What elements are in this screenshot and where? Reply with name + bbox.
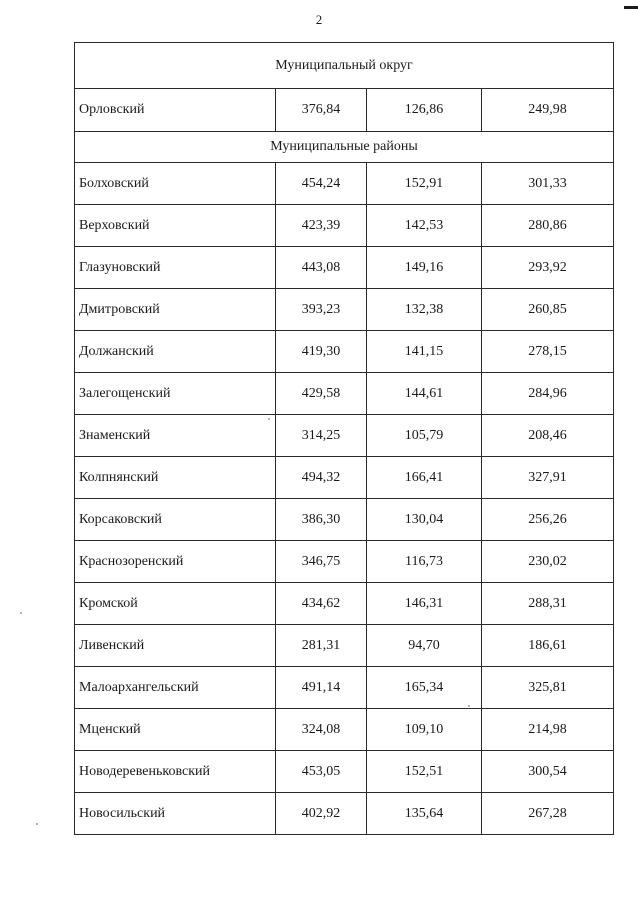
municipality-name: Залегощенский [75, 373, 276, 415]
value-col-3: 256,26 [482, 499, 614, 541]
value-col-1: 443,08 [276, 247, 367, 289]
value-col-3: 325,81 [482, 667, 614, 709]
page-number: 2 [315, 12, 323, 27]
municipality-name: Знаменский [75, 415, 276, 457]
section-heading-okrug: Муниципальный округ [75, 43, 614, 89]
value-col-2: 166,41 [367, 457, 482, 499]
table-row [75, 247, 614, 289]
table-row [75, 415, 614, 457]
value-col-3: 288,31 [482, 583, 614, 625]
table-row [75, 331, 614, 373]
municipality-name: Колпнянский [75, 457, 276, 499]
municipality-name: Малоархангельский [75, 667, 276, 709]
section-heading-districts: Муниципальные районы [75, 132, 614, 163]
value-col-1: 324,08 [276, 709, 367, 751]
table-row [75, 541, 614, 583]
section-row-districts [75, 132, 614, 163]
value-col-2: 130,04 [367, 499, 482, 541]
value-col-1: 376,84 [276, 89, 367, 132]
scan-speck [468, 705, 470, 707]
municipality-name: Кромской [75, 583, 276, 625]
value-col-3: 280,86 [482, 205, 614, 247]
table-row [75, 289, 614, 331]
value-col-2: 144,61 [367, 373, 482, 415]
value-col-2: 152,91 [367, 163, 482, 205]
scan-speck [20, 612, 22, 614]
value-col-3: 249,98 [482, 89, 614, 132]
value-col-1: 281,31 [276, 625, 367, 667]
value-col-3: 293,92 [482, 247, 614, 289]
value-col-1: 429,58 [276, 373, 367, 415]
table-row [75, 583, 614, 625]
municipality-name: Болховский [75, 163, 276, 205]
value-col-3: 214,98 [482, 709, 614, 751]
municipality-name: Мценский [75, 709, 276, 751]
municipality-name: Корсаковский [75, 499, 276, 541]
municipality-name: Краснозоренский [75, 541, 276, 583]
table-row [75, 163, 614, 205]
section-row-okrug [75, 43, 614, 89]
value-col-2: 142,53 [367, 205, 482, 247]
value-col-3: 300,54 [482, 751, 614, 793]
value-col-3: 327,91 [482, 457, 614, 499]
value-col-1: 453,05 [276, 751, 367, 793]
value-col-1: 494,32 [276, 457, 367, 499]
value-col-3: 284,96 [482, 373, 614, 415]
scan-speck [36, 823, 38, 825]
value-col-2: 135,64 [367, 793, 482, 835]
municipality-name: Должанский [75, 331, 276, 373]
value-col-2: 105,79 [367, 415, 482, 457]
value-col-2: 132,38 [367, 289, 482, 331]
table-body [75, 43, 614, 835]
value-col-1: 393,23 [276, 289, 367, 331]
value-col-2: 126,86 [367, 89, 482, 132]
value-col-2: 109,10 [367, 709, 482, 751]
value-col-1: 454,24 [276, 163, 367, 205]
value-col-1: 402,92 [276, 793, 367, 835]
scan-corner-mark [624, 6, 638, 9]
value-col-2: 165,34 [367, 667, 482, 709]
table-row [75, 373, 614, 415]
value-col-1: 314,25 [276, 415, 367, 457]
value-col-3: 208,46 [482, 415, 614, 457]
value-col-2: 141,15 [367, 331, 482, 373]
table-row [75, 793, 614, 835]
value-col-3: 260,85 [482, 289, 614, 331]
value-col-2: 146,31 [367, 583, 482, 625]
value-col-3: 278,15 [482, 331, 614, 373]
municipality-name: Верховский [75, 205, 276, 247]
value-col-2: 94,70 [367, 625, 482, 667]
municipality-name: Ливенский [75, 625, 276, 667]
value-col-1: 346,75 [276, 541, 367, 583]
value-col-1: 419,30 [276, 331, 367, 373]
value-col-1: 434,62 [276, 583, 367, 625]
table-row [75, 709, 614, 751]
value-col-1: 386,30 [276, 499, 367, 541]
value-col-3: 301,33 [482, 163, 614, 205]
table-row [75, 499, 614, 541]
value-col-2: 149,16 [367, 247, 482, 289]
table-row [75, 667, 614, 709]
value-col-3: 186,61 [482, 625, 614, 667]
municipality-name: Новосильский [75, 793, 276, 835]
value-col-1: 423,39 [276, 205, 367, 247]
value-col-3: 267,28 [482, 793, 614, 835]
table-row [75, 457, 614, 499]
table-row [75, 205, 614, 247]
tariff-table [74, 42, 614, 835]
table-row [75, 625, 614, 667]
municipality-name: Новодеревеньковский [75, 751, 276, 793]
municipality-name: Глазуновский [75, 247, 276, 289]
table-row [75, 89, 614, 132]
table-row [75, 751, 614, 793]
value-col-3: 230,02 [482, 541, 614, 583]
value-col-2: 116,73 [367, 541, 482, 583]
municipality-name: Орловский [75, 89, 276, 132]
scan-speck [268, 418, 270, 420]
value-col-2: 152,51 [367, 751, 482, 793]
municipality-name: Дмитровский [75, 289, 276, 331]
value-col-1: 491,14 [276, 667, 367, 709]
